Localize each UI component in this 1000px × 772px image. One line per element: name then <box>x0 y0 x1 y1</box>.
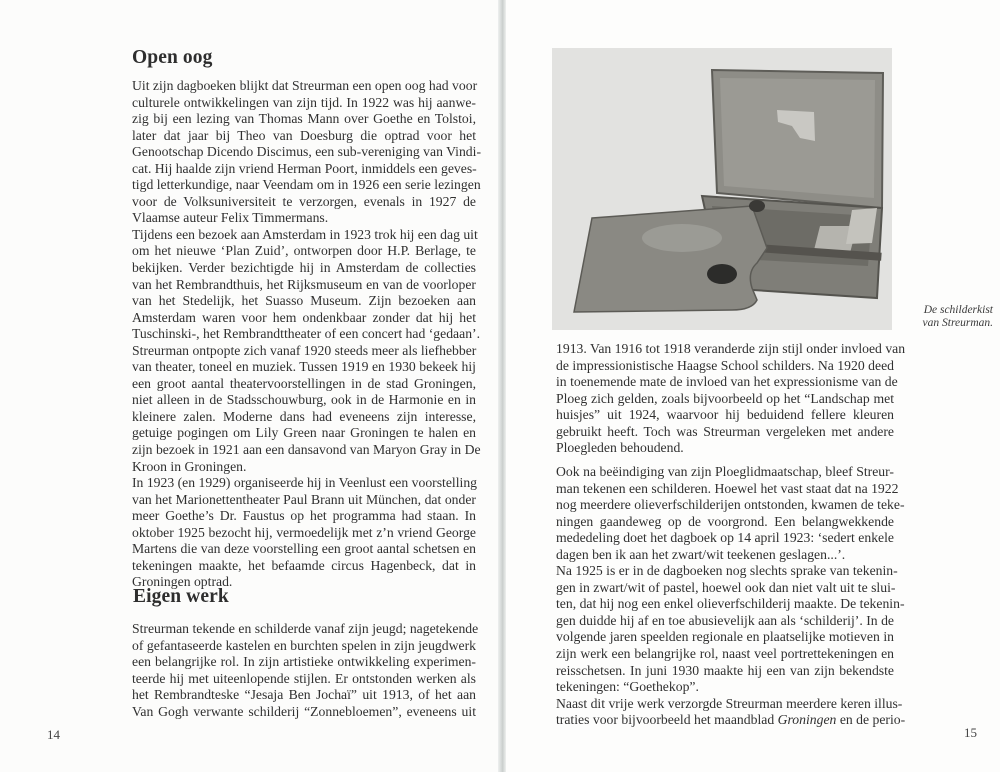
text-line: het Rembrandteske “Jesaja Ben Jochaï” uit 1913, of het aan <box>132 687 476 703</box>
text-line: Naast dit vrije werk verzorgde Streurman meerdere keren illus- <box>556 695 903 711</box>
text-line: Tijdens een bezoek aan Amsterdam in 1923 trok hij een dag uit <box>132 226 478 242</box>
page-number-right: 15 <box>964 725 977 740</box>
text-line: ningen gaandeweg op de voorgrond. Een belangwekkende <box>556 513 894 529</box>
photo-painters-box <box>552 48 892 330</box>
text-line: getuige pogingen om Lily Green naar Groningen te halen en <box>132 425 476 441</box>
text-line: Uit zijn dagboeken blijkt dat Streurman een open oog had voor <box>132 78 478 93</box>
text-line: zig bij een lezing van Thomas Mann over Goethe en Tolstoi, <box>132 111 476 127</box>
text-line: dagen ben ik aan het zwart/wit teekenen geslagen...’. <box>556 546 846 562</box>
text-line: ten, dat hij nog een enkel olieverfschilderij maakte. De tekenin- <box>556 596 905 612</box>
section-heading-open-oog: Open oog <box>132 47 213 68</box>
text-line: teerde hij met uiteenlopende stijlen. Er ontstonden werken als <box>132 670 476 686</box>
text-line: Ploeg zich gelden, zoals bijvoorbeeld op het “Landschap met <box>556 390 894 406</box>
text-line: Martens die van deze voorstelling een groot aantal schetsen en <box>132 541 476 557</box>
text-line: zijn werk een belangrijke rol, naast veel portrettekeningen en <box>556 646 894 662</box>
text-line: gebruikt heeft. Toch was Streurman vergeleken met andere <box>556 423 894 439</box>
text-line: bekijken. Verder bezichtigde hij in Amsterdam de collecties <box>132 260 476 276</box>
photo-caption: De schilderkist van Streurman. <box>922 304 993 329</box>
text-line: de impressionistische Haagse School schilders. Na 1920 deed <box>556 357 894 373</box>
text-line: later dat jaar bij Theo van Doesburg die optrad voor het <box>132 127 476 143</box>
right-paragraph-2 <box>556 464 906 729</box>
palette-paint-smudge <box>642 224 722 252</box>
text-line: van theater, toneel en muziek. Tussen 1919 en 1930 bekeek hij <box>132 359 476 375</box>
page-number-left: 14 <box>47 727 60 742</box>
text-line: mededeling doet het dagboek op 14 april 1923: ‘sedert enkele <box>556 530 894 546</box>
right-paragraph-1 <box>556 341 906 457</box>
text-line: kleinere zalen. Moderne dans had eveneens zijn interesse, <box>132 408 476 424</box>
text-line: meer Goethe’s Dr. Faustus op het programma had staan. In <box>132 508 476 524</box>
text-line: Tuschinski-, het Rembrandttheater of een concert had ‘gedaan’. <box>132 326 481 342</box>
text-line: reisschetsen. In juni 1930 maakte hij een van zijn bekendste <box>556 662 894 678</box>
text-line: 1913. Van 1916 tot 1918 veranderde zijn stijl onder invloed van <box>556 341 906 356</box>
text-line: Ploegleden behoudend. <box>556 440 684 456</box>
text-line: In 1923 (en 1929) organiseerde hij in Veenlust een voorstelling <box>132 475 478 491</box>
text-line: Genootschap Dicendo Discimus, een sub-vereniging van Vindi- <box>132 144 482 160</box>
paint-cup <box>749 200 765 212</box>
section-body-open-oog <box>132 78 482 591</box>
text-line: Vlaamse auteur Felix Timmermans. <box>132 210 329 226</box>
text-line: een belangrijke rol. In zijn artistieke ontwikkeling experimen- <box>132 654 476 670</box>
text-line: Streurman tekende en schilderde vanaf zijn jeugd; nagetekende <box>132 621 479 636</box>
text-line: Na 1925 is er in de dagboeken nog slechts sprake van tekenin- <box>556 563 898 579</box>
painters-box-illustration <box>552 48 892 330</box>
text-line: culturele ontwikkelingen van zijn tijd. In 1922 was hij aanwe- <box>132 94 476 110</box>
text-line: huisjes” uit 1924, waarvoor hij beduidend fellere kleuren <box>556 407 894 423</box>
text-line: man tekenen een schilderen. Hoewel het vast staat dat na 1922 <box>556 480 899 496</box>
text-line: Ook na beëindiging van zijn Ploeglidmaatschap, bleef Streur- <box>556 464 894 479</box>
text-line <box>556 712 906 729</box>
section-body-eigen-werk <box>132 621 479 720</box>
text-line: niet alleen in de Stadsschouwburg, ook in de Harmonie en in <box>132 392 476 408</box>
palette-thumb-hole <box>707 264 737 284</box>
text-line: in toenemende mate de invloed van het expressionisme van de <box>556 374 898 390</box>
text-line: cat. Hij haalde zijn vriend Herman Poort, inmiddels een geves- <box>132 160 477 176</box>
text-line: van het Marionettentheater Paul Brann uit München, dat onder <box>132 491 476 507</box>
text-fragment: traties voor bijvoorbeeld het maandblad <box>556 712 778 728</box>
text-line: van het Stedelijk, het Suasso Museum. Zijn bezoeken aan <box>132 293 476 309</box>
book-gutter <box>498 0 506 772</box>
text-line: Amsterdam waren voor hem ondenkbaar zonder dat hij het <box>132 309 476 325</box>
box-lid-inner <box>720 78 875 198</box>
text-line: om het nieuwe ‘Plan Zuid’, ontworpen door H.P. Berlage, te <box>132 243 476 259</box>
text-line: tigd letterkundige, naar Veendam om in 1926 een serie lezingen <box>132 177 481 193</box>
text-line: volgende jaren speelden regionale en plaatselijke motieven in <box>556 629 894 645</box>
section-heading-eigen-werk: Eigen werk <box>133 586 229 607</box>
text-line: gen duidde hij af en toe abusievelijk aan als ‘schilderij’. In de <box>556 612 894 628</box>
text-line: tekeningen maakte, het befaamde circus Hagenbeck, dat in <box>132 557 476 573</box>
text-line: of gefantaseerde kastelen en burchten spelen in zijn jeugdwerk <box>132 637 476 653</box>
text-line: voor de Volksuniversiteit te verzorgen, evenals in 1927 de <box>132 193 476 209</box>
text-line: Streurman ontpopte zich vanaf 1920 steeds meer als liefhebber <box>132 342 477 358</box>
text-line: Kroon in Groningen. <box>132 458 247 474</box>
italic-title: Groningen <box>777 712 837 728</box>
text-line: tekeningen: “Goethekop”. <box>556 679 699 695</box>
text-fragment: en de perio- <box>836 712 906 728</box>
text-line: Groningen optrad. <box>132 574 233 590</box>
text-line: Van Gogh verwante schilderij “Zonnebloemen”, eveneens uit <box>132 703 476 719</box>
text-line: een groot aantal theatervoorstellingen in de stad Groningen, <box>132 375 476 391</box>
text-line: zijn bezoek in 1921 aan een dansavond van Maryon Gray in De <box>132 442 481 458</box>
text-line: oktober 1925 bezocht hij, vermoedelijk met z’n vriend George <box>132 524 476 540</box>
palette <box>574 206 767 312</box>
text-line: van het Rembrandthuis, het Rijksmuseum en van de voorloper <box>132 276 476 292</box>
text-line: nog meerdere olieverfschilderijen ontstonden, kwamen de teke- <box>556 497 905 513</box>
text-line: gen in zwart/wit of pastel, hoewel ook dan niet valt uit te slui- <box>556 579 896 595</box>
left-page <box>0 0 498 772</box>
